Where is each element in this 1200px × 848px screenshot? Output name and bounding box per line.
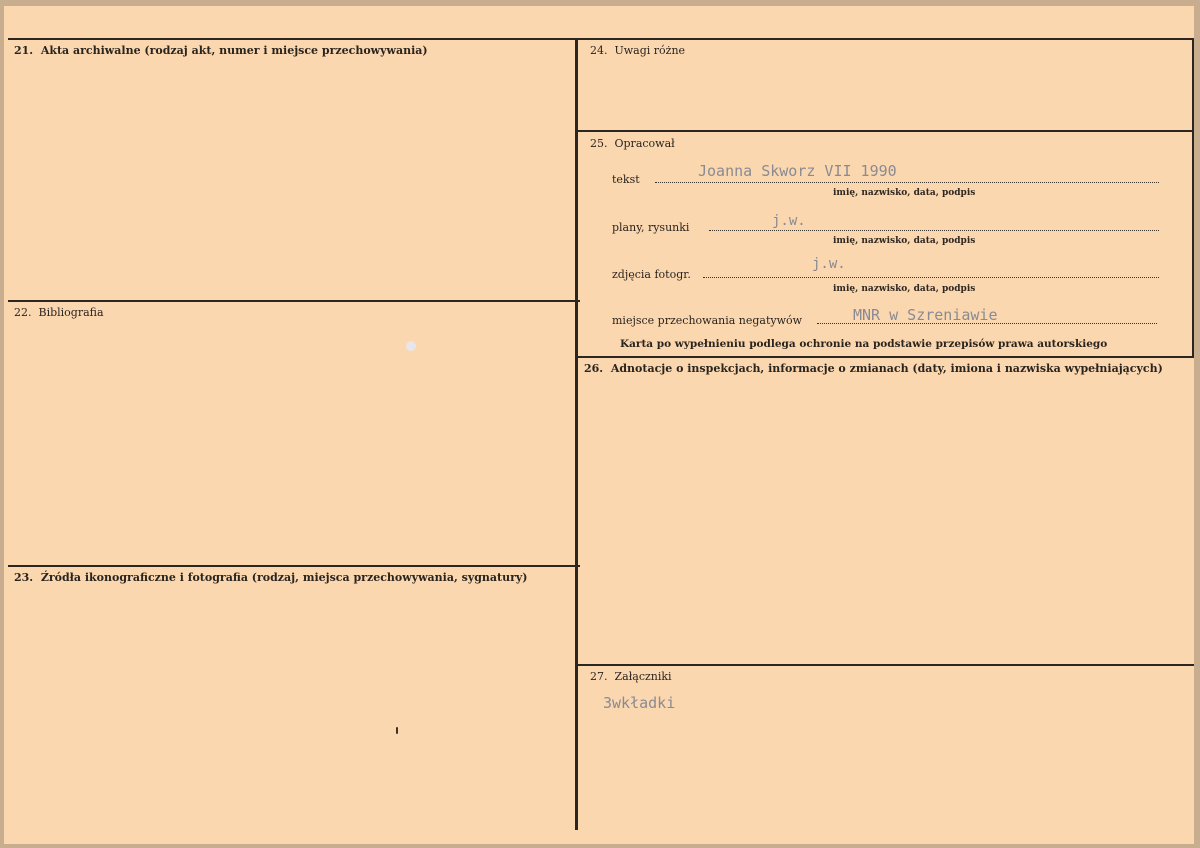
- plans-line: [709, 230, 1159, 231]
- rule-25: [578, 130, 1194, 132]
- paper-speck: [396, 727, 398, 734]
- rule-22: [8, 300, 580, 302]
- plans-caption: imię, nazwisko, data, podpis: [833, 236, 976, 246]
- plans-value: j.w.: [772, 213, 806, 229]
- section-25-heading: 25. Opracował: [590, 137, 675, 150]
- text-author-line: [655, 182, 1159, 183]
- photos-label: zdjęcia fotogr.: [612, 268, 691, 281]
- section-23-heading: 23. Źródła ikonograficzne i fotografia (rodzaj, miejsca przechowywania, sygnatury): [14, 571, 528, 584]
- paper-speck: [406, 341, 416, 351]
- section-27-heading: 27. Załączniki: [590, 670, 672, 683]
- text-author-value: Joanna Skworz VII 1990: [698, 162, 897, 180]
- rule-27: [578, 664, 1194, 666]
- photos-line: [703, 277, 1159, 278]
- right-border: [1192, 38, 1194, 358]
- plans-label: plany, rysunki: [612, 221, 690, 234]
- section-21-heading: 21. Akta archiwalne (rodzaj akt, numer i miejsce przechowywania): [14, 44, 428, 57]
- rule-23: [8, 565, 580, 567]
- center-divider: [575, 38, 578, 830]
- section-26-heading: 26. Adnotacje o inspekcjach, informacje o zmianach (daty, imiona i nazwiska wypełniających): [584, 362, 1163, 375]
- top-rule: [8, 38, 1194, 40]
- photos-value: j.w.: [812, 256, 846, 272]
- copyright-note: Karta po wypełnieniu podlega ochronie na podstawie przepisów prawa autorskiego: [620, 338, 1108, 350]
- negatives-value: MNR w Szreniawie: [853, 306, 998, 324]
- section-24-heading: 24. Uwagi różne: [590, 44, 686, 57]
- photos-caption: imię, nazwisko, data, podpis: [833, 284, 976, 294]
- section-22-heading: 22. Bibliografia: [14, 306, 104, 319]
- attachments-value: 3wkładki: [603, 694, 676, 712]
- text-author-caption: imię, nazwisko, data, podpis: [833, 188, 976, 198]
- text-author-label: tekst: [612, 173, 640, 186]
- rule-26: [578, 356, 1194, 358]
- negatives-label: miejsce przechowania negatywów: [612, 314, 803, 327]
